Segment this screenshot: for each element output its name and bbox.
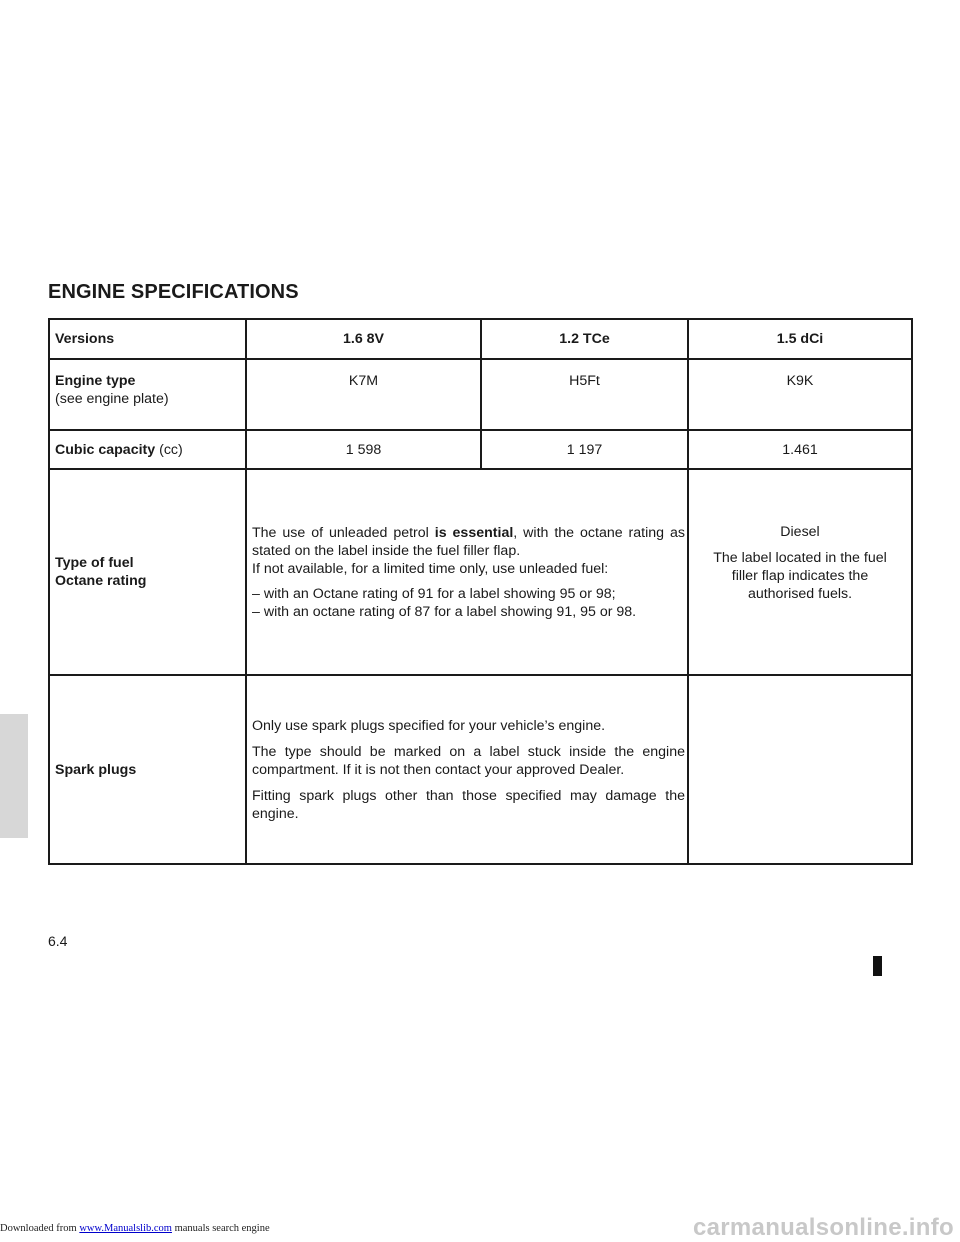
petrol-text-bold: is essential — [434, 524, 514, 541]
header-version-2: 1.2 TCe — [481, 319, 688, 359]
spark-plugs-label: Spark plugs — [49, 675, 246, 864]
diesel-title: Diesel — [780, 524, 820, 540]
spark-plugs-diesel-empty-cell — [688, 675, 912, 864]
diesel-fuel-cell — [688, 469, 912, 675]
table-row-fuel — [49, 469, 912, 675]
cubic-capacity-v2: 1 197 — [481, 430, 688, 469]
petrol-text-pre: The use of unleaded petrol — [252, 524, 435, 541]
spark-plugs-paragraph: Fitting spark plugs other than those specified may damage the engine. — [252, 787, 685, 822]
cubic-capacity-label: Cubic capacity — [55, 441, 156, 458]
petrol-text-post: , with the octane rating as stated on the label inside the fuel filler flap. — [252, 524, 685, 559]
header-versions: Versions — [49, 319, 246, 359]
petrol-requirement-text — [252, 524, 685, 560]
engine-type-v1: K7M — [246, 359, 481, 430]
engine-type-v2: H5Ft — [481, 359, 688, 430]
engine-type-label: Engine type — [55, 373, 136, 389]
fuel-type-label: Type of fuel — [55, 555, 134, 571]
spark-plugs-paragraph: The type should be marked on a label stuck inside the engine compartment. If it is not then contact your approved Dealer. — [252, 743, 685, 778]
engine-type-label-cell — [49, 359, 246, 430]
table-row-cubic-capacity — [49, 430, 912, 469]
table-row-engine-type — [49, 359, 912, 430]
table-row-spark-plugs — [49, 675, 912, 864]
cubic-capacity-unit: (cc) — [159, 441, 183, 458]
list-item: – with an Octane rating of 91 for a label showing 95 or 98; — [252, 585, 616, 602]
octane-rating-label: Octane rating — [55, 573, 147, 589]
manualslib-link[interactable]: www.Manualslib.com — [79, 1223, 172, 1234]
section-side-tab — [0, 714, 28, 838]
site-watermark: carmanualsonline.info — [692, 1214, 954, 1241]
header-version-1: 1.6 8V — [246, 319, 481, 359]
page-number: 6.4 — [48, 933, 68, 949]
spark-plugs-cell — [246, 675, 688, 864]
spark-plugs-paragraph: Only use spark plugs specified for your vehicle’s engine. — [252, 717, 606, 734]
page-edge-marker — [873, 956, 882, 976]
engine-type-v3: K9K — [688, 359, 912, 430]
fuel-label-cell — [49, 469, 246, 675]
header-version-3: 1.5 dCi — [688, 319, 912, 359]
list-item: – with an octane rating of 87 for a label showing 91, 95 or 98. — [252, 603, 637, 620]
cubic-capacity-v3: 1.461 — [688, 430, 912, 469]
cubic-capacity-label-cell — [49, 430, 246, 469]
table-header-row — [49, 319, 912, 359]
footer-suffix: manuals search engine — [171, 1223, 270, 1234]
download-footer — [0, 1223, 270, 1234]
cubic-capacity-v1: 1 598 — [246, 430, 481, 469]
diesel-text: The label located in the fuel filler flap indicates the authorised fuels. — [713, 550, 887, 602]
engine-type-sublabel: (see engine plate) — [55, 391, 169, 407]
footer-prefix: Downloaded from — [0, 1223, 80, 1234]
page-title: ENGINE SPECIFICATIONS — [48, 281, 299, 303]
octane-list — [252, 585, 685, 621]
engine-specifications-table — [48, 318, 913, 865]
petrol-fallback-text: If not available, for a limited time only, use unleaded fuel: — [252, 560, 609, 577]
petrol-fuel-cell — [246, 469, 688, 675]
